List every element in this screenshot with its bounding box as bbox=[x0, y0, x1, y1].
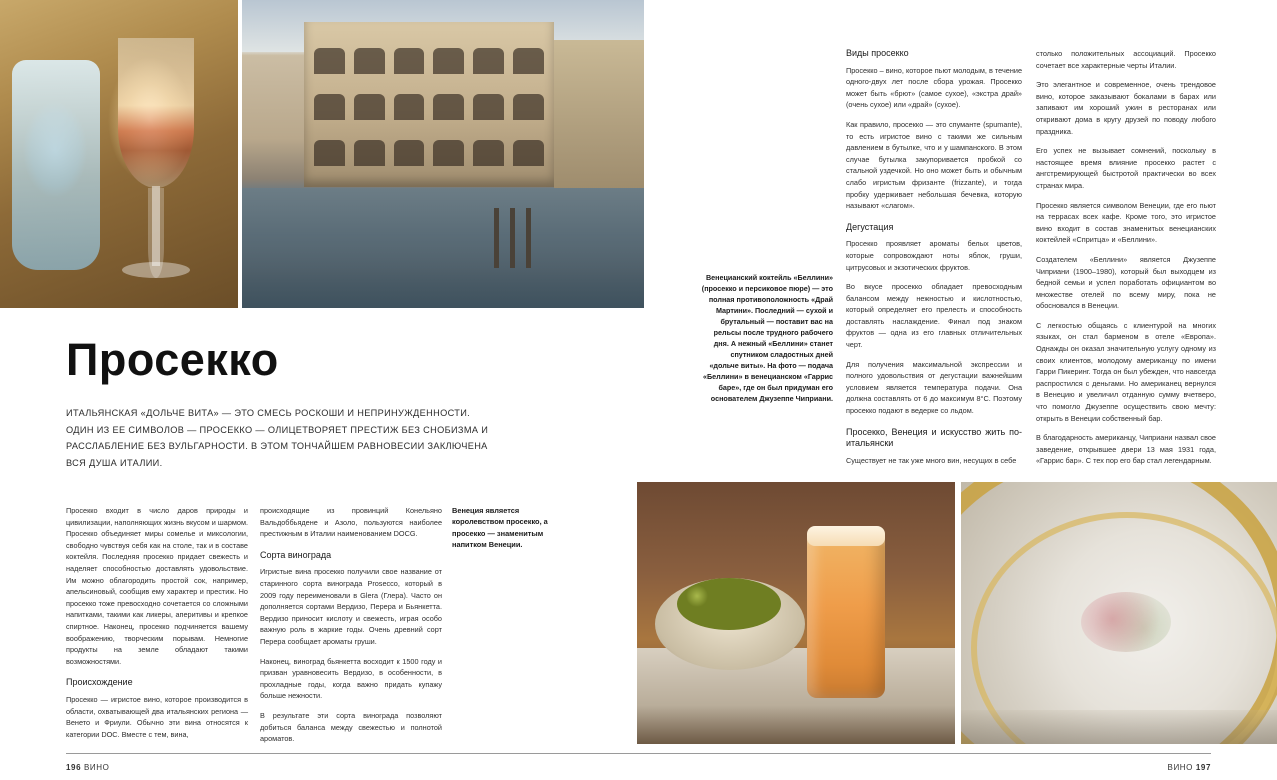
page-number-right: 197 bbox=[1195, 763, 1211, 772]
window-row bbox=[314, 94, 544, 120]
paragraph-tasting-3: Для получения максимальной экспрессии и полного удовольствия от дегустации важнейшим условием является температура подачи. Она должна составлять от 6 до максимум 8°С. Поэтому просекко подают в ведерке со льдом. bbox=[846, 359, 1022, 416]
article-lede: ИТАЛЬЯНСКАЯ «ДОЛЬЧЕ ВИТА» — ЭТО СМЕСЬ РОСКОШИ И НЕПРИНУЖДЕННОСТИ. ОДИН ИЗ ЕЕ СИМВОЛОВ — ПРОСЕККО — ОЛИЦЕТВОРЯЕТ ПРЕСТИЖ БЕЗ СНОБИЗМА И РАССЛАБЛЕНИЕ БЕЗ ВУЛЬГАРНОСТИ. В ЭТОМ ТОНЧАЙШЕМ РАВНОВЕСИИ ЗАКЛЮЧЕНА ВСЯ ДУША ИТАЛИИ. bbox=[66, 408, 489, 468]
cocktail-foam-shape bbox=[807, 526, 885, 546]
paragraph-grapes-3: В результате эти сорта винограда позволяют добиться баланса между свежестью и полнотой ароматов. bbox=[260, 710, 442, 744]
page-number-left: 196 bbox=[66, 763, 82, 772]
heading-origin: Происхождение bbox=[66, 677, 133, 688]
glass-foot-shape bbox=[122, 262, 190, 278]
glass-stem-shape bbox=[152, 186, 160, 266]
canal-water-shape bbox=[242, 188, 644, 308]
paragraph-grapes-2: Наконец, виноград бьянкетта восходит к 1500 году и призван уравновесить Вердизо, в особенности, в прохладные годы, когда важно придать купажу больше нежности. bbox=[260, 656, 442, 701]
photo-venice-canal bbox=[242, 0, 644, 308]
paragraph-venice-4: Его успех не вызывает сомнений, поскольку в настоящее время влияние просекко растет с ангстремирующей быстротой практически во всех странах мира. bbox=[1036, 146, 1216, 190]
paragraph-types-2: Как правило, просекко — это спуманте (spumante), то есть игристое вино с такими же сильным давлением в бутылке, что и у шампанского. В этом случае бутылка закупоривается пробкой со стальной уздечкой. Но оно может быть и обычным слабо игристым фризанте (frizzante), и тогда пробку удерживает небольшая бечевка, которую называют «слагом». bbox=[846, 119, 1022, 211]
caption-left: Венеция является королевством просекко, а просекко — знаменитым напитком Венеции. bbox=[452, 506, 548, 550]
folio-left bbox=[66, 763, 109, 772]
floral-motif-shape bbox=[1081, 592, 1171, 652]
paragraph-tasting-2: Во вкусе просекко обладает превосходным балансом между нежностью и кислотностью, который определяет его прелесть и способность доставлять наслаждение. Финал под знаком фруктов — одна из его главных отличительных черт. bbox=[846, 282, 1022, 350]
page-title: Просекко bbox=[66, 334, 279, 385]
paragraph-grapes-1: Игристые вина просекко получили свое название от старинного сорта винограда Prosecco, который в 2009 году переименовали в Glera (Глера). Часто он дополняется сортами Вердизо, Перера и Бьянкетта. Вердизо приносит кислоту и свежесть, играя особо важную роль в жаркие годы. Очень древний сорт Перера сообщает ароматы груши. bbox=[260, 567, 442, 646]
paragraph-venice-1: Существует не так уже много вин, несущих в себе bbox=[846, 455, 1017, 465]
mooring-pole bbox=[526, 208, 531, 268]
paragraph-types-1: Просекко – вино, которое пьют молодым, в течение одного-двух лет после сбора урожая. Просекко может быть «брют» (самое сухое), «экстра драй» (очень сухое) или «драй» (сухое). bbox=[846, 65, 1022, 110]
olives-shape bbox=[677, 578, 781, 630]
carafe-shape bbox=[12, 60, 100, 270]
paragraph-origin-cont: происходящие из провинций Конельяно Вальдоббьядене и Азоло, пользуются наиболее престижным в Италии наименованием DOCG. bbox=[260, 506, 442, 539]
left-column-2 bbox=[260, 505, 442, 753]
palazzo-shape bbox=[304, 22, 554, 187]
right-column-1 bbox=[846, 48, 1022, 474]
footer-rule-right bbox=[637, 753, 1211, 754]
plate-edge-shape bbox=[961, 710, 1277, 744]
palazzo-secondary-shape bbox=[554, 40, 644, 190]
section-label-right: ВИНО bbox=[1167, 763, 1194, 772]
paragraph-origin: Просекко — игристое вино, которое производится в области, охватывающей два итальянских региона — Венето и Фриули. Обычно эти вина относятся к категории DOC. Вместе с тем, вина, bbox=[66, 694, 248, 739]
mooring-pole bbox=[494, 208, 499, 268]
paragraph-intro: Просекко входит в число даров природы и цивилизации, наполняющих жизнь вкусом и шармом. Просекко объединяет миры сомелье и миксологии, свободно чувствуя себя как на столе, так и в составе коктейля. Последняя просекко придает свежесть и наделяет способностью доставлять удовольствие. Им можно облагородить простой сок, например, апельсиновый, сообщив ему характер и престиж. Но просекко тоже превосходно сочетается со сложными напитками, такими как ликеры, аперитивы и крепкое спиртное. Наконец, просекко подчиняется вашему воображению, творческим порывам. Немногие продукты на земле обладают такими возможностями. bbox=[66, 506, 248, 666]
footer-rule-left bbox=[66, 753, 640, 754]
window-row bbox=[314, 140, 544, 166]
paragraph-tasting-1: Просекко проявляет ароматы белых цветов, которые сопровождают ноты яблок, груши, цитрусовых и экзотических фруктов. bbox=[846, 239, 1022, 272]
paragraph-venice-3: Это элегантное и современное, очень трендовое вино, которое заказывают бокалами в барах или запивают им хороший ужин в ресторанах или откривают дома в кругу друзей по поводу любого праздника. bbox=[1036, 80, 1216, 136]
heading-types: Виды просекко bbox=[846, 48, 909, 58]
right-column-2 bbox=[1036, 48, 1216, 475]
heading-tasting: Дегустация bbox=[846, 221, 894, 232]
table-surface-shape bbox=[637, 648, 955, 744]
paragraph-venice-8: В благодарность американцу, Чиприани назвал свое заведение, открывшее двери 13 мая 1931 года, «Гаррис бар». С тех пор его бар стал легендарным. bbox=[1036, 433, 1216, 466]
photo-decorated-porcelain bbox=[961, 482, 1277, 744]
heading-grapes: Сорта винограда bbox=[260, 549, 332, 560]
folio-right bbox=[1168, 763, 1211, 772]
caption-right: Венецианский коктейль «Беллини» (просекко и персиковое пюре) — это полная противоположность «Драй Мартини». Последний — сухой и брутальный — поставит вас на рельсы после трудного рабочего дня. А нежный «Беллини» станет спутником сладостных дней «дольче виты». На фото — подача «Беллини» в венецианском «Гаррис баре», где он был придуман его основателем Джузеппе Чиприани. bbox=[701, 273, 833, 403]
mooring-pole bbox=[510, 208, 515, 268]
paragraph-venice-6: Создателем «Беллини» является Джузеппе Чиприани (1900–1980), который был выходцем из бедной семьи и успел поработать официантом во множестве отелей по всему миру, пока не обосновался в Венеции. bbox=[1036, 254, 1216, 311]
heading-venice: Просекко, Венеция и искусство жить по-итальянски bbox=[846, 426, 1022, 449]
window-row bbox=[314, 48, 544, 74]
paragraph-venice-2: столько положительных ассоциаций. Просекко сочетает все характерные черты Италии. bbox=[1036, 49, 1216, 70]
photo-wine-glass-terrace bbox=[0, 0, 238, 308]
left-column-1 bbox=[66, 505, 248, 748]
section-label-left: ВИНО bbox=[83, 763, 110, 772]
paragraph-venice-5: Просекко является символом Венеции, где его пьют на террасах всех кафе. Кроме того, это игристое вино входит в состав знаменитых венецианских коктейлей «Спритца» и «Беллини». bbox=[1036, 200, 1216, 245]
cocktail-glass-shape bbox=[807, 530, 885, 698]
photo-bellini-with-olives bbox=[637, 482, 955, 744]
paragraph-venice-7: С легкостью общаясь с клиентурой на многих языках, он стал барменом в отеле «Европа». Однажды он оказал значительную услугу одному из своих клиентов, молодому американцу по имени Гарри Пикеринг. Тогда он был убежден, что навсегда распростился с деньгами. Но американец вернулся в Венецию и увеличил отданную сумму вчетверо, что помогло Джузеппе осуществить свою мечту: открыть в Венеции собственный бар. bbox=[1036, 320, 1216, 423]
